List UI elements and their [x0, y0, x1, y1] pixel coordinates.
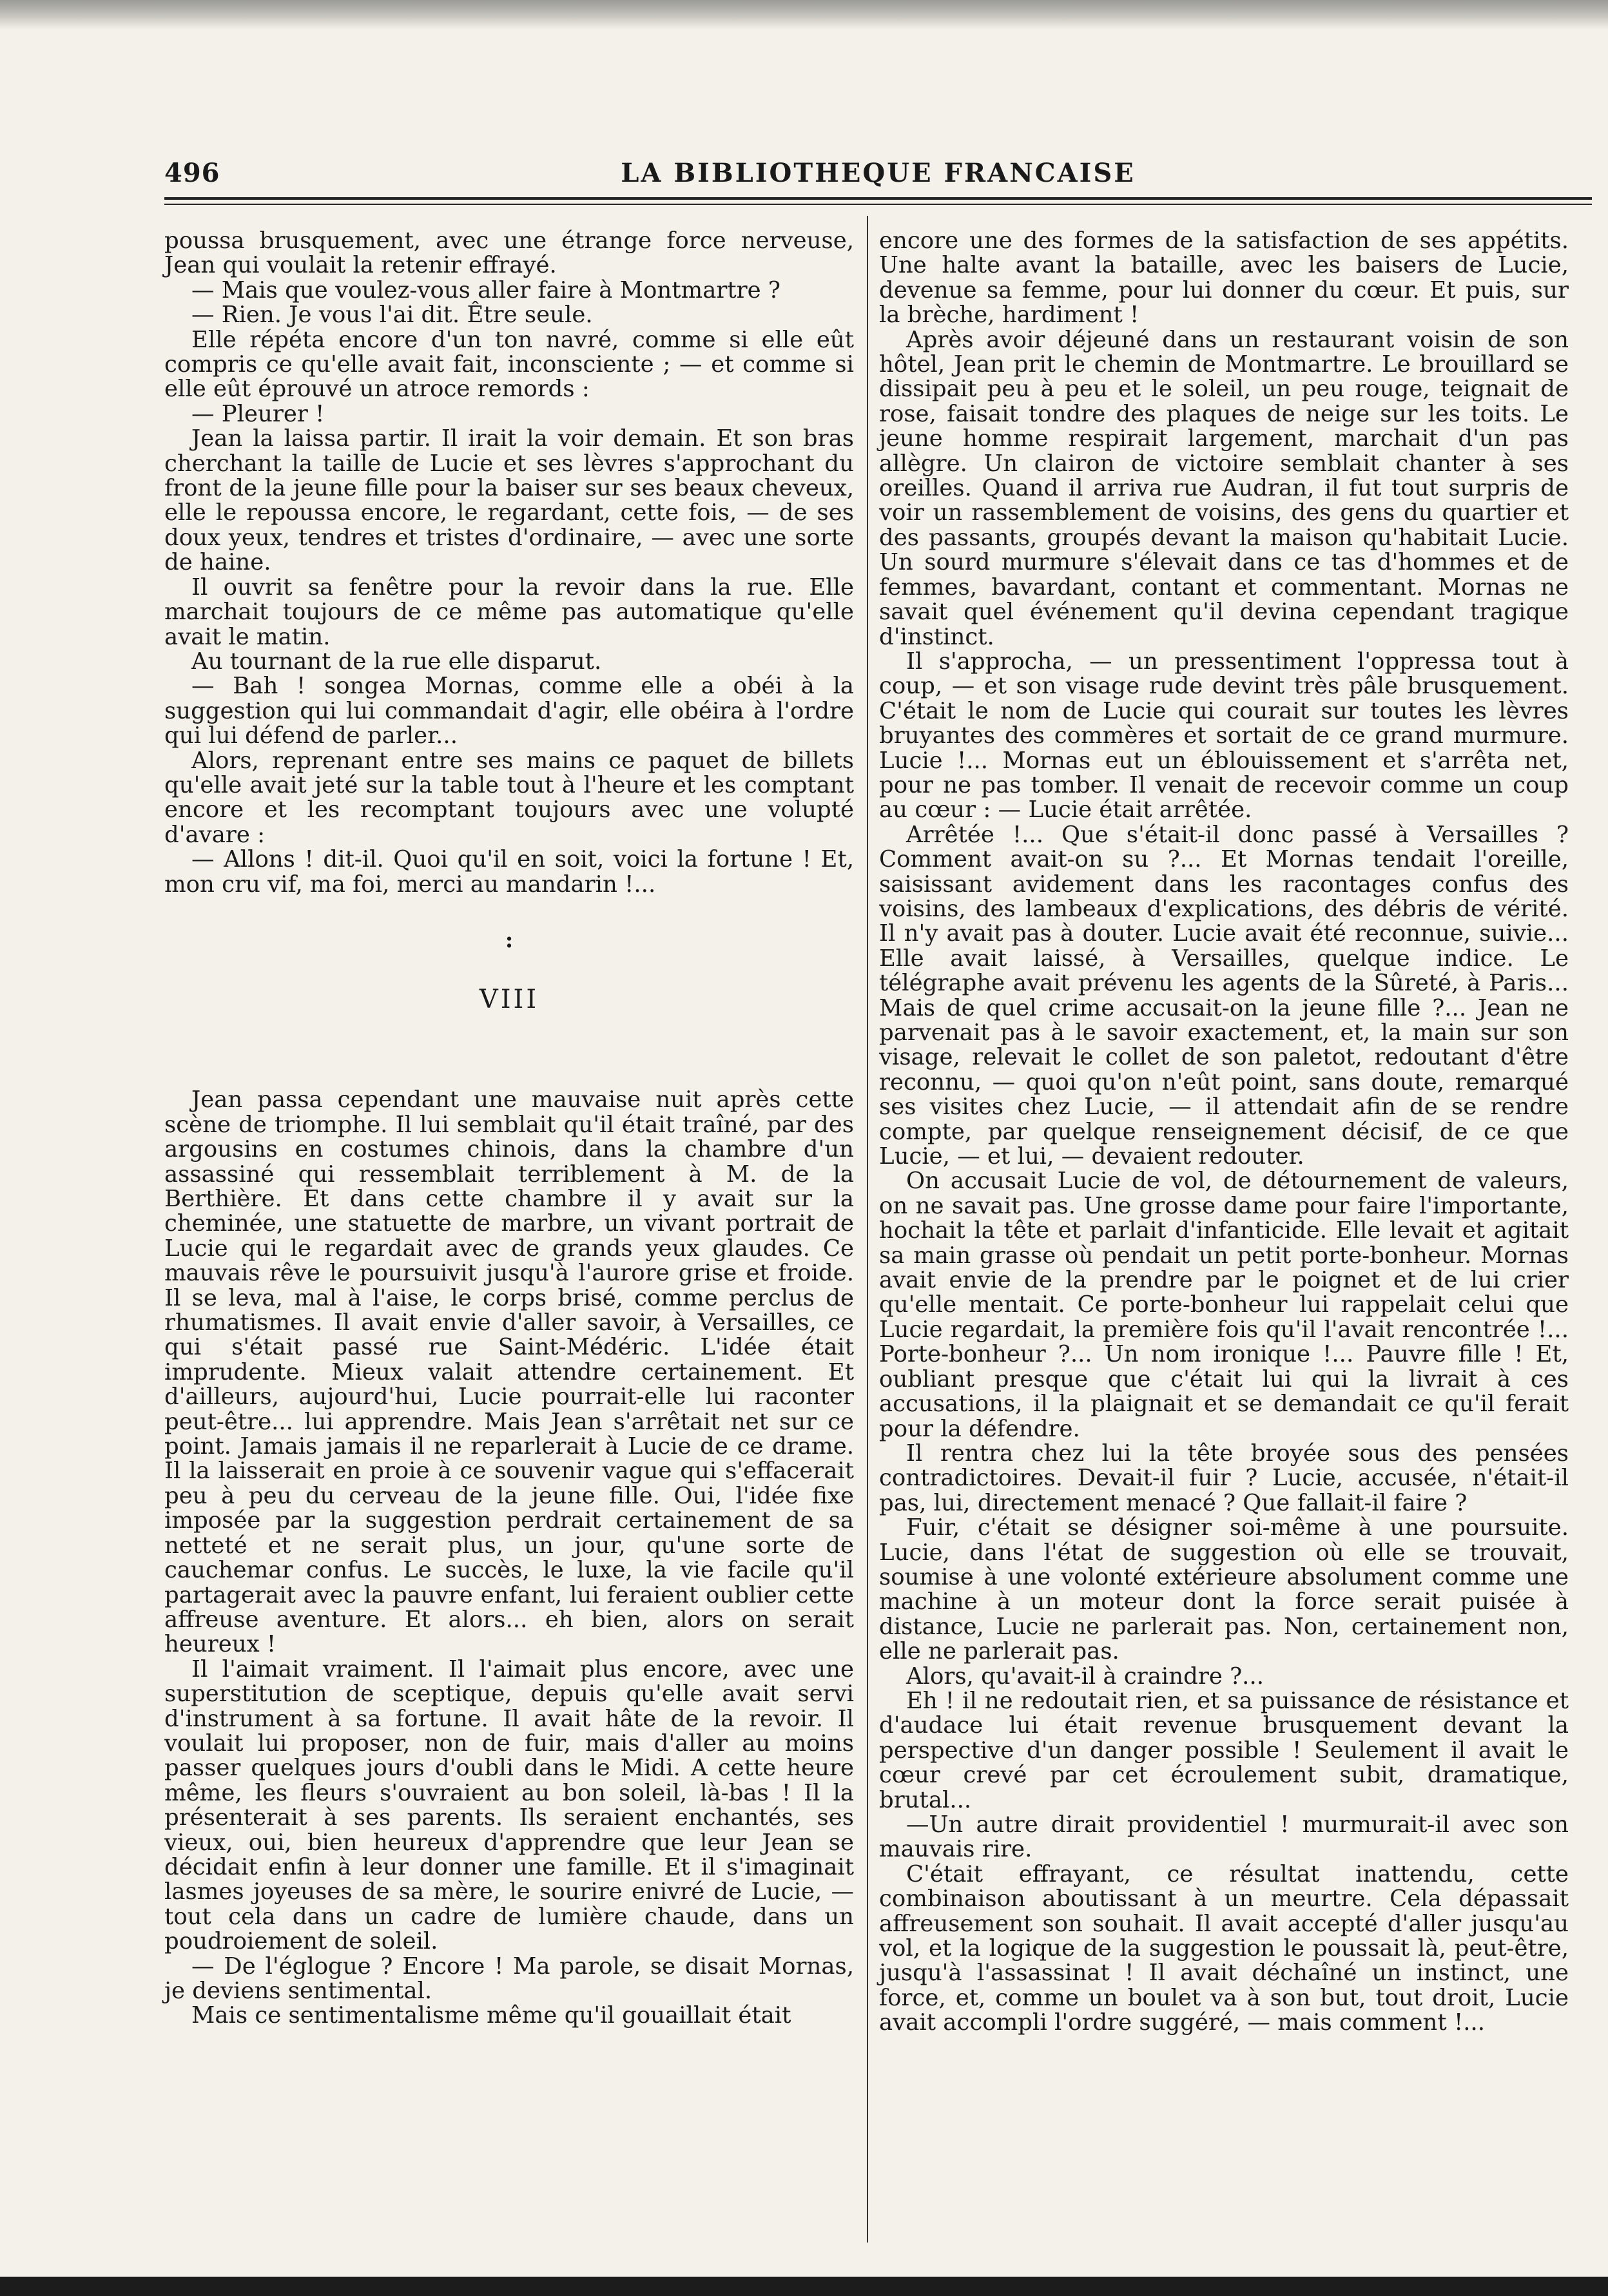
scan-bottom-edge — [0, 2277, 1608, 2296]
paragraph: — Rien. Je vous l'ai dit. Être seule. — [191, 302, 593, 329]
paragraph: Jean la laissa partir. Il irait la voir demain. Et son bras cherchant la taille de Lucie et ses lèvres s'approchant du front de la jeune fille pour la baiser sur ses beaux cheveux, elle le repoussa encore, le regardant, cette fois, — de ses doux yeux, tendres et tristes d'ordinaire, — avec une sorte de haine. — [164, 425, 854, 576]
paragraph: Alors, reprenant entre ses mains ce paquet de billets qu'elle avait jeté sur la table tout à l'heure et les comptant encore et les recomptant toujours avec une volupté d'avare : — [164, 747, 854, 848]
right-column — [879, 229, 1569, 2036]
paragraph: — De l'églogue ? Encore ! Ma parole, se disait Mornas, je deviens sentimental. — [164, 1953, 854, 2004]
header-rule-thin — [164, 204, 1592, 205]
running-title: LA BIBLIOTHEQUE FRANCAISE — [621, 158, 1136, 188]
paragraph: Arrêtée !... Que s'était-il donc passé à Versailles ? Comment avait-on su ?... Et Mornas tendait l'oreille, saisissant avidement dans les racontages confus des voisins, des lambeaux d'explications, des débris de vérité. Il n'y avait pas à douter. Lucie avait été reconnue, suivie... Elle avait laissé, à Versailles, quelque indice. Le télégraphe avait prévenu les agents de la Sûreté, à Paris... Mais de quel crime accusait-on la jeune fille ?... Jean ne parvenait pas à le savoir exactement, et, la main sur son visage, relevait le collet de son paletot, redoutant d'être reconnu, — quoi qu'on n'eût point, sans doute, remarqué ses visites chez Lucie, — il attendait afin de se rendre compte, par quelque renseignement décisif, de ce que Lucie, — et lui, — devaient redouter. — [879, 821, 1569, 1170]
page-header — [164, 158, 1592, 197]
paragraph: Il rentra chez lui la tête broyée sous des pensées contradictoires. Devait-il fuir ? Lucie, accusée, n'était-il pas, lui, directement menacé ? Que fallait-il faire ? — [879, 1440, 1569, 1516]
paragraph: encore une des formes de la satisfaction de ses appétits. Une halte avant la bataille, avec les baisers de Lucie, devenue sa femme, pour lui donner du cœur. Et puis, sur la brèche, hardiment ! — [879, 227, 1569, 329]
paragraph: Après avoir déjeuné dans un restaurant voisin de son hôtel, Jean prit le chemin de Montmartre. Le brouillard se dissipait peu à peu et le soleil, un peu rouge, teignait de rose, faisait tondre des plaques de neige sur les toits. Le jeune homme respirait largement, marchait d'un pas allègre. Un clairon de victoire semblait chanter à ses oreilles. Quand il arriva rue Audran, il fut tout surpris de voir un rassemblement de voisins, des gens du quartier et des passants, groupés devant la maison qu'habitait Lucie. Un sourd murmure s'élevait dans ce tas d'hommes et de femmes, bavardant, contant et commentant. Mornas ne savait quel événement qu'il devina cependant tragique d'instinct. — [879, 326, 1569, 650]
scan-top-edge — [0, 0, 1608, 30]
paragraph: Eh ! il ne redoutait rien, et sa puissance de résistance et d'audace lui était revenue brusquement devant la perspective d'un danger possible ! Seulement il avait le cœur crevé par cet écroulement subit, dramatique, brutal... — [879, 1687, 1569, 1813]
paragraph: Il l'aimait vraiment. Il l'aimait plus encore, avec une superstitution de sceptique, depuis qu'elle avait servi d'instrument à sa fortune. Il avait hâte de la revoir. Il voulait lui proposer, non de fuir, mais d'aller au moins passer quelques jours d'oubli dans le Midi. A cette heure même, les fleurs s'ouvraient au bon soleil, là-bas ! Il la présenterait à ses parents. Ils seraient enchantés, ses vieux, oui, bien heureux d'apprendre que leur Jean se décidait enfin à leur donner une famille. Et il s'imaginait lasmes joyeuses de sa mère, le sourire enivré de Lucie, — tout cela dans un cadre de lumière chaude, dans un poudroiement de soleil. — [164, 1655, 854, 1955]
paragraph: C'était effrayant, ce résultat inattendu, cette combinaison aboutissant à un meurtre. Cela dépassait affreusement son souhait. Il avait accepté d'aller jusqu'au vol, et la logique de la suggestion le poussait là, peut-être, jusqu'à l'assassinat ! Il avait déchaîné un instinct, une force, et, comme un boulet va à son but, tout droit, Lucie avait accompli l'ordre suggéré, — mais comment !... — [879, 1860, 1569, 2036]
paragraph: — Allons ! dit-il. Quoi qu'il en soit, voici la fortune ! Et, mon cru vif, ma foi, merci au mandarin !... — [164, 846, 854, 898]
paragraph: On accusait Lucie de vol, de détournement de valeurs, on ne savait pas. Une grosse dame pour faire l'importante, hochait la tête et parlait d'infanticide. Elle levait et agitait sa main grasse où pendait un petit porte-bonheur. Mornas avait envie de la prendre par le poignet et de lui crier qu'elle mentait. Ce porte-bonheur lui rappelait celui que Lucie regardait, la première fois qu'il l'avait rencontrée !... Porte-bonheur ?... Un nom ironique !... Pauvre fille ! Et, oubliant presque que c'était lui qui la livrait à ces accusations, il la plaignait et se demandait ce qu'il ferait pour la défendre. — [879, 1168, 1569, 1442]
paragraph: Il s'approcha, — un pressentiment l'oppressa tout à coup, — et son visage rude devint très pâle brusquement. C'était le nom de Lucie qui courait sur toutes les lèvres bruyantes des commères et sortait de ce grand murmure. Lucie !... Mornas eut un éblouissement et s'arrêta net, pour ne pas tomber. Il venait de recevoir comme un coup au cœur : — Lucie était arrêtée. — [879, 648, 1569, 824]
paragraph: Il ouvrit sa fenêtre pour la revoir dans la rue. Elle marchait toujours de ce même pas automatique qu'elle avait le matin. — [164, 574, 854, 650]
header-rule-thick — [164, 197, 1592, 200]
page-number: 496 — [164, 158, 220, 188]
paragraph: Alors, qu'avait-il à craindre ?... — [906, 1663, 1264, 1690]
paragraph: Elle répéta encore d'un ton navré, comme si elle eût compris ce qu'elle avait fait, inconsciente ; — et comme si elle eût éprouvé un atroce remords : — [164, 326, 854, 403]
paragraph: Au tournant de la rue elle disparut. — [191, 648, 602, 675]
chapter-heading: VIII — [479, 984, 539, 1014]
paragraph: Fuir, c'était se désigner soi-même à une poursuite. Lucie, dans l'état de suggestion où elle se trouvait, soumise à une volonté extérieure absolument comme une machine à un moteur dont la force serait puisée à distance, Lucie ne parlerait pas. Non, certainement non, elle ne parlerait pas. — [879, 1514, 1569, 1665]
paragraph: Mais ce sentimentalisme même qu'il gouaillait était — [191, 2002, 791, 2029]
section-ornament: : — [505, 927, 514, 953]
paragraph: — Mais que voulez-vous aller faire à Montmartre ? — [191, 276, 780, 304]
paragraph: — Pleurer ! — [191, 400, 325, 427]
left-column — [164, 229, 854, 2029]
paragraph: poussa brusquement, avec une étrange force nerveuse, Jean qui voulait la retenir effrayé. — [164, 227, 854, 279]
column-divider — [867, 216, 868, 2243]
paragraph: — Bah ! songea Mornas, comme elle a obéi à la suggestion qui lui commandait d'agir, elle obéira à l'ordre qui lui défend de parler... — [164, 673, 854, 749]
paragraph: —Un autre dirait providentiel ! murmurait-il avec son mauvais rire. — [879, 1811, 1569, 1863]
paragraph: Jean passa cependant une mauvaise nuit après cette scène de triomphe. Il lui semblait qu'il était traîné, par des argousins en costumes chinois, dans la chambre d'un assassiné qui ressemblait terriblement à M. de la Berthière. Et dans cette chambre il y avait sur la cheminée, une statuette de marbre, un vivant portrait de Lucie qui le regardait avec de grands yeux glaudes. Ce mauvais rêve le poursuivit jusqu'à l'aurore grise et froide. Il se leva, mal à l'aise, le corps brisé, comme perclus de rhumatismes. Il avait envie d'aller savoir, à Versailles, ce qui s'était passé rue Saint-Médéric. L'idée était imprudente. Mieux valait attendre certainement. Et d'ailleurs, aujourd'hui, Lucie pourrait-elle lui raconter peut-être... lui apprendre. Mais Jean s'arrêtait net sur ce point. Jamais jamais il ne reparlerait à Lucie de ce drame. Il la laisserait en proie à ce souvenir vague qui s'effacerait peu à peu du cerveau de la jeune fille. Oui, l'idée fixe imposée par la suggestion perdrait certainement de sa netteté et ne serait plus, un jour, qu'une sorte de cauchemar confus. Le succès, le luxe, la vie facile qu'il partagerait avec la pauvre enfant, lui feraient oublier cette affreuse aventure. Et alors... eh bien, alors on serait heureux ! — [164, 1086, 854, 1658]
